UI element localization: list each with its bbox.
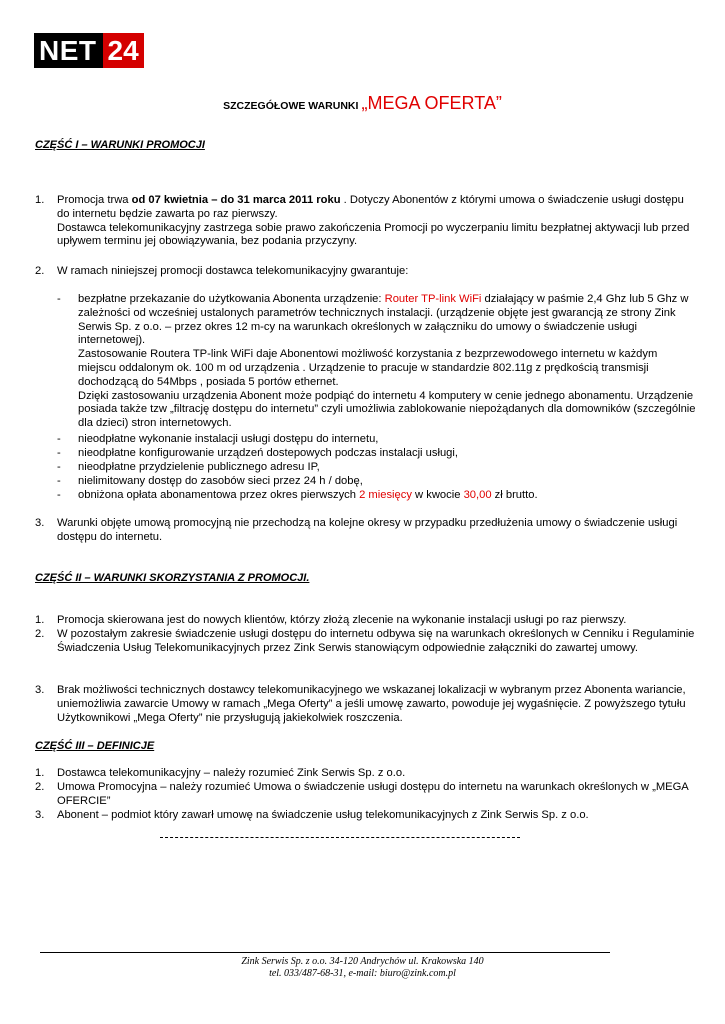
bullet-text: nielimitowany dostęp do zasobów sieci przez 24 h / dobę, <box>78 475 363 487</box>
bullet-text: Zastosowanie Routera TP-link WiFi daje Abonentowi możliwość korzystania z bezprzewodowego internetu w każdym miejscu oddalonym ok. 100 m od urządzenia . Urządzenie to pracuje w standardzie 802.11g z prędkością transmisji dochodzącą do 54Mbps , posiada 5 portów ethernet. <box>78 348 658 388</box>
bullet-text: zł brutto. <box>491 489 538 501</box>
part1-item-2 <box>35 265 695 279</box>
logo-24: 24 <box>103 33 144 68</box>
bullet-ip <box>57 461 697 475</box>
bullet-text: nieodpłatne wykonanie instalacji usługi dostępu do internetu, <box>78 433 379 445</box>
footer-contact: tel. 033/487-68-31, e-mail: biuro@zink.com.pl <box>269 968 456 979</box>
bullet-dash: - <box>57 447 61 459</box>
bullet-dash: - <box>57 461 61 473</box>
document-title <box>0 93 725 114</box>
item-number: 1. <box>35 767 45 779</box>
bullet-text: działający w paśmie 2,4 Ghz lub 5 Ghz w zależności od wcześniej ustalonych parametrów technicznych instalacji. (urządzenie objęte jest gwarancją ze strony Zink Serwis Sp. z o.o. – przez okres 12 m-cy na warunkach określonych w załączniku do umowy o świadczenie usługi internetowej). <box>78 293 689 347</box>
dashed-divider <box>160 837 520 839</box>
part2-heading: CZĘŚĆ II – WARUNKI SKORZYSTANIA Z PROMOCJI. <box>35 572 310 584</box>
item-text: Abonent – podmiot który zawarł umowę na świadczenie usług telekomunikacyjnych z Zink Serwis Sp. z o.o. <box>57 809 589 821</box>
bullet-text: w kwocie <box>411 489 464 501</box>
discount-price: 30,00 <box>463 489 492 501</box>
footer-address: Zink Serwis Sp. z o.o. 34-120 Andrychów ul. Krakowska 140 <box>241 956 484 967</box>
item-number: 1. <box>35 614 45 626</box>
bullet-text: Dzięki zastosowaniu urządzenia Abonent może podpiąć do internetu 4 komputery w cenie jednego abonamentu. Urządzenie posiada także tzw „filtrację dostępu do internetu” czyli umożliwia zablokowanie niepożądanych dla domowników (szczególnie dla dzieci) stron internetowych. <box>78 389 696 430</box>
item-text: Promocja skierowana jest do nowych klientów, którzy złożą zlecenie na wykonanie instalacji usługi po raz pierwszy. <box>57 614 627 626</box>
part1-heading: CZĘŚĆ I – WARUNKI PROMOCJI <box>35 139 205 151</box>
item-text: Warunki objęte umową promocyjną nie przechodzą na kolejne okresy w przypadku przedłużenia umowy o świadczenie usługi dostępu do internetu. <box>57 517 678 543</box>
item-text: usługi dostępu do internetu będzie zawarta po raz pierwszy. <box>57 194 684 220</box>
logo-net: NET <box>34 33 103 68</box>
bullet-text: bezpłatne przekazanie do użytkowania Abonenta urządzenie: <box>78 293 385 305</box>
part3-item-2 <box>35 781 695 809</box>
item-number: 2. <box>35 781 45 793</box>
bullet-text: obniżona opłata abonamentowa przez okres pierwszych <box>78 489 360 501</box>
bullet-router <box>57 293 697 431</box>
net24-logo <box>34 33 144 68</box>
part2-item-1 <box>35 614 695 628</box>
item-text: Dostawca telekomunikacyjny zastrzega sobie prawo zakończenia Promocji po wyczerpaniu limitu bezpłatnej aktywacji lub przed upływem terminu jej obowiązywania, bez podania przyczyny. <box>57 221 690 248</box>
footer <box>0 956 725 980</box>
bullet-dash: - <box>57 293 61 305</box>
bullet-dash: - <box>57 433 61 445</box>
discount-months: 2 miesięcy <box>359 489 412 501</box>
bullet-unlimited <box>57 475 697 489</box>
item-text: Dostawca telekomunikacyjny – należy rozumieć Zink Serwis Sp. z o.o. <box>57 767 406 779</box>
item-text: Promocja trwa <box>57 194 132 206</box>
item-number: 1. <box>35 194 45 206</box>
part1-item-3 <box>35 517 695 545</box>
bullet-text: nieodpłatne konfigurowanie urządzeń dostepowych podczas instalacji usługi, <box>78 447 458 459</box>
bullet-discount <box>57 489 697 503</box>
item-number: 3. <box>35 684 45 696</box>
item-number: 3. <box>35 809 45 821</box>
item-number: 2. <box>35 628 45 640</box>
title-prefix: SZCZEGÓŁOWE WARUNKI <box>223 100 359 112</box>
bullet-config <box>57 447 697 461</box>
part3-item-1 <box>35 767 695 781</box>
item-text: Brak możliwości technicznych dostawcy telekomunikacyjnego we wskazanej lokalizacji w wybranym przez Abonenta wariancie, uniemożliwia zawarcie Umowy w ramach „Mega Oferty” a jeśli umowę zawarto, powoduje jej wygaśnięcie. Z powyższego tytułu Użytkownikowi „Mega Oferty” nie przysługują jakiekolwiek roszczenia. <box>57 684 686 724</box>
title-highlight: „MEGA OFERTA” <box>361 93 502 113</box>
part2-item-2 <box>35 628 695 656</box>
bullet-dash: - <box>57 489 61 501</box>
promo-dates: od 07 kwietnia – do 31 marca 2011 roku <box>131 194 341 206</box>
bullet-text: nieodpłatne przydzielenie publicznego adresu IP, <box>78 461 320 473</box>
item-text: . Dotyczy Abonentów z którymi umowa o świadczenie <box>340 194 609 206</box>
footer-rule <box>40 952 610 953</box>
item-number: 3. <box>35 517 45 529</box>
part3-item-3 <box>35 809 695 823</box>
bullet-dash: - <box>57 475 61 487</box>
bullet-install <box>57 433 697 447</box>
item-text: W ramach niniejszej promocji dostawca telekomunikacyjny gwarantuje: <box>57 265 409 277</box>
part1-item-1 <box>35 194 695 249</box>
item-number: 2. <box>35 265 45 277</box>
router-name: Router TP-link WiFi <box>384 293 482 305</box>
part2-item-3 <box>35 684 695 725</box>
part3-heading: CZĘŚĆ III – DEFINICJE <box>35 740 155 752</box>
item-text: Umowa Promocyjna – należy rozumieć Umowa o świadczenie usługi dostępu do internetu na warunkach określonych w „MEGA OFERCIE” <box>57 781 689 807</box>
item-text: W pozostałym zakresie świadczenie usługi dostępu do internetu odbywa się na warunkach określonych w Cenniku i Regulaminie Świadczenia Usług Telekomunikacyjnych przez Zink Serwis stanowiącym odpowiednie załączniki do zawartej umowy. <box>57 628 695 654</box>
